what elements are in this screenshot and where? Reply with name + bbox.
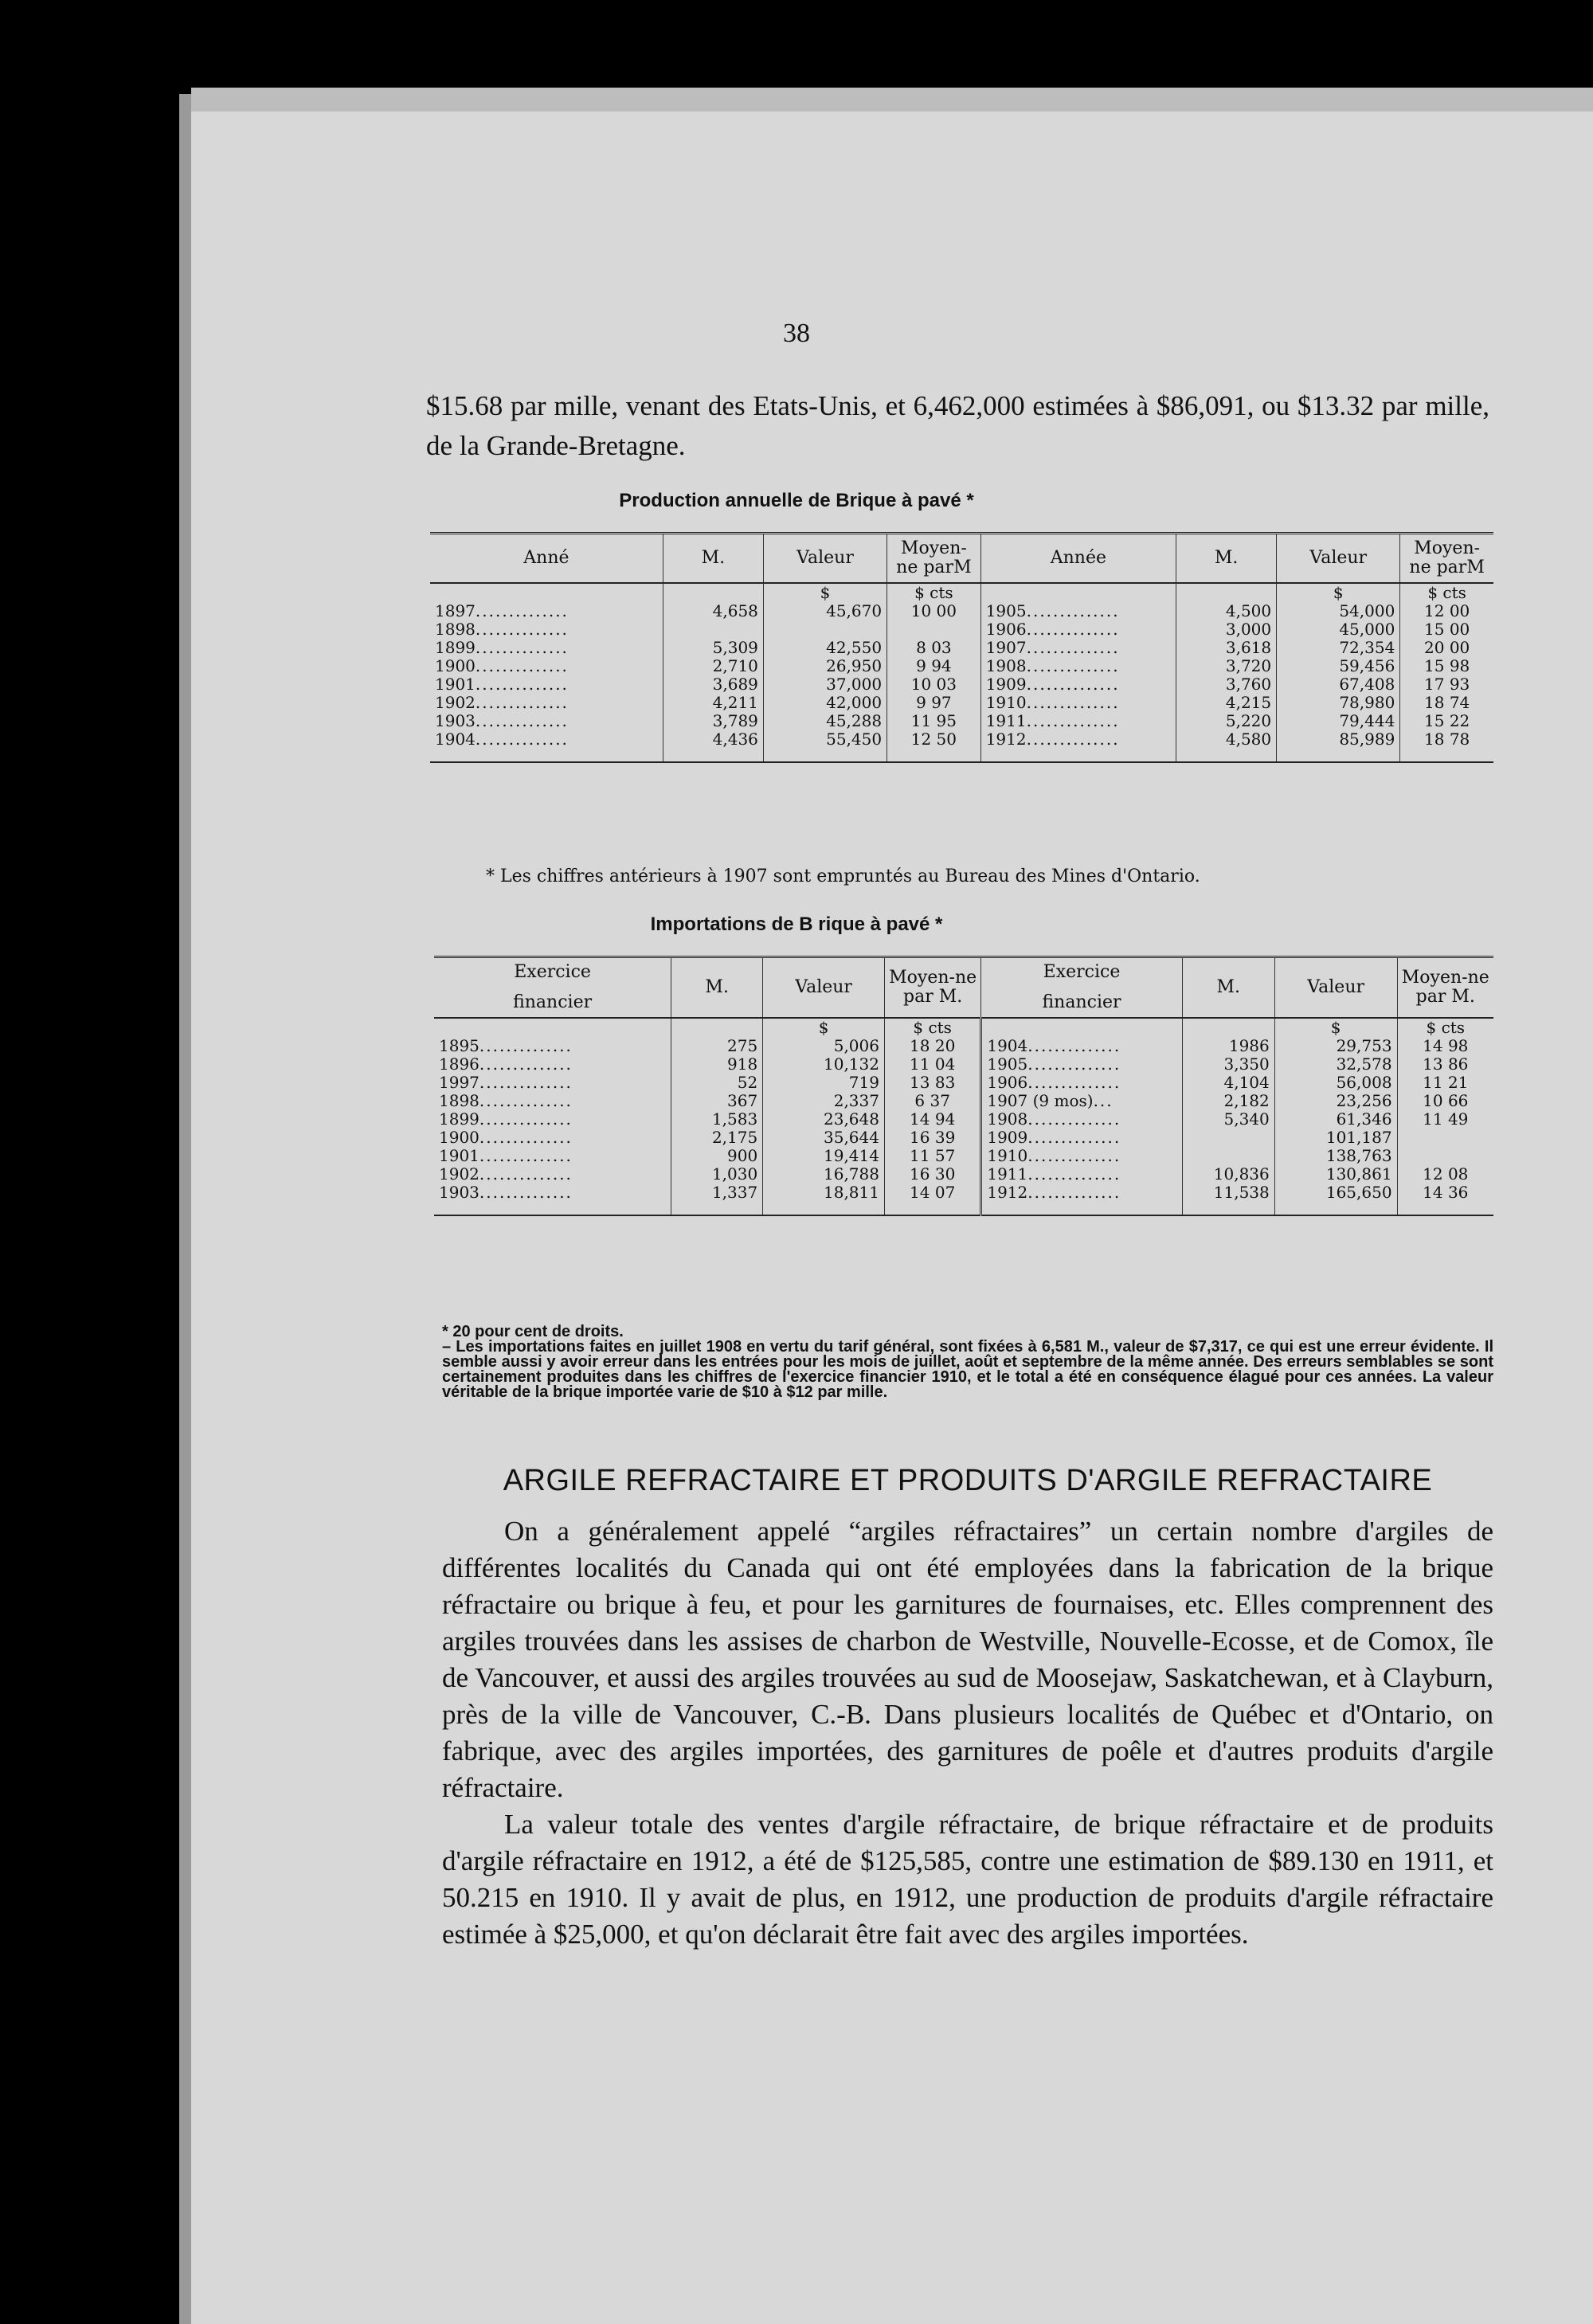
header-exercice-left xyxy=(434,957,671,1019)
moyenne-cell: 13 83 xyxy=(884,1074,980,1092)
year-cell: 1910.............. xyxy=(980,694,1176,712)
moyenne-cell: 11 21 xyxy=(1397,1074,1493,1092)
header-exercice-left-line2: financier xyxy=(513,992,593,1012)
m-cell: 4,104 xyxy=(1182,1074,1274,1092)
unit-dollar: $ xyxy=(1277,583,1400,602)
year-cell: 1907.............. xyxy=(980,639,1176,657)
moyenne-cell: 14 07 xyxy=(884,1184,980,1215)
year-cell: 1903.............. xyxy=(435,712,569,730)
moyenne-cell: 10 03 xyxy=(887,675,981,694)
m-cell: 3,000 xyxy=(1176,620,1277,639)
valeur-cell: 138,763 xyxy=(1274,1147,1397,1165)
dot-leader: .............. xyxy=(479,1055,573,1074)
m-cell: 3,789 xyxy=(663,712,763,730)
dot-leader: .............. xyxy=(479,1092,573,1110)
moyenne-cell: 12 50 xyxy=(887,730,981,762)
moyenne-cell: 20 00 xyxy=(1400,639,1493,657)
dot-leader: .............. xyxy=(475,712,569,730)
valeur-cell: 10,132 xyxy=(763,1055,885,1074)
unit-cts: $ cts xyxy=(887,583,981,602)
m-cell: 2,175 xyxy=(671,1129,763,1147)
table-row xyxy=(434,1110,1493,1129)
units-row xyxy=(434,1018,1493,1037)
year-cell: 1902.............. xyxy=(435,694,569,712)
unit-cts: $ cts xyxy=(884,1018,980,1037)
year-cell: 1912.............. xyxy=(980,730,1176,762)
m-cell: 2,710 xyxy=(663,657,763,675)
header-annee-right: Année xyxy=(980,534,1176,584)
moyenne-cell: 16 39 xyxy=(884,1129,980,1147)
moyenne-cell: 18 74 xyxy=(1400,694,1493,712)
header-annee-left: Anné xyxy=(430,534,663,584)
paragraph-1: On a généralement appelé “argiles réfractaires” un certain nombre d'argiles de différentes localités du Canada qui ont été employées dans la fabrication de la brique réfractaire ou brique à feu, et pour les garnitures de fournaises, etc. Elles comprennent des argiles trouvées dans les assises de charbon de Westville, Nouvelle-Ecosse, et de Comox, île de Vancouver, et aussi des argiles trouvées au sud de Moosejaw, Saskatchewan, et à Clayburn, près de la ville de Vancouver, C.-B. Dans plusieurs localités de Québec et d'Ontario, on fabrique, avec des argiles importées, des garnitures de poêle et d'autres produits d'argile réfractaire. xyxy=(442,1516,1493,1803)
moyenne-cell: 11 57 xyxy=(884,1147,980,1165)
year-cell: 1997.............. xyxy=(439,1074,573,1092)
unit-cts: $ cts xyxy=(1400,583,1493,602)
moyenne-cell: 15 22 xyxy=(1400,712,1493,730)
valeur-cell: 26,950 xyxy=(763,657,887,675)
section-body xyxy=(442,1513,1493,1953)
header-m-left: M. xyxy=(671,957,763,1019)
year-cell: 1903.............. xyxy=(434,1184,671,1215)
dot-leader: .............. xyxy=(1026,620,1120,639)
valeur-cell: 79,444 xyxy=(1277,712,1400,730)
moyenne-cell: 9 97 xyxy=(887,694,981,712)
valeur-cell: 45,288 xyxy=(763,712,887,730)
moyenne-cell: 12 00 xyxy=(1400,602,1493,620)
header-valeur-left: Valeur xyxy=(763,534,887,584)
moyenne-cell: 9 94 xyxy=(887,657,981,675)
table1-title: Production annuelle de Brique à pavé * xyxy=(619,490,974,511)
year-cell: 1908.............. xyxy=(981,1110,1182,1129)
table-row xyxy=(434,1165,1493,1184)
dot-leader: .............. xyxy=(1026,712,1120,730)
m-cell: 4,436 xyxy=(663,730,763,762)
valeur-cell: 35,644 xyxy=(763,1129,885,1147)
production-table xyxy=(430,532,1493,763)
table-row xyxy=(434,1055,1493,1074)
moyenne-cell: 16 30 xyxy=(884,1165,980,1184)
year-cell: 1912.............. xyxy=(981,1184,1182,1215)
m-cell: 3,350 xyxy=(1182,1055,1274,1074)
unit-cts: $ cts xyxy=(1397,1018,1493,1037)
table-row xyxy=(434,1184,1493,1215)
moyenne-cell: 6 37 xyxy=(884,1092,980,1110)
header-moyenne-left: Moyen-ne parM xyxy=(887,534,981,584)
dot-leader: .............. xyxy=(1026,602,1120,620)
m-cell: 4,215 xyxy=(1176,694,1277,712)
valeur-cell: 23,648 xyxy=(763,1110,885,1129)
year-cell: 1909.............. xyxy=(980,675,1176,694)
m-cell: 4,211 xyxy=(663,694,763,712)
year-cell: 1895.............. xyxy=(439,1037,573,1055)
year-cell: 1901.............. xyxy=(435,675,569,694)
valeur-cell: 2,337 xyxy=(763,1092,885,1110)
year-cell: 1901.............. xyxy=(439,1147,573,1165)
header-moyenne-left: Moyen-ne par M. xyxy=(884,957,980,1019)
dot-leader: .............. xyxy=(475,657,569,675)
valeur-cell: 54,000 xyxy=(1277,602,1400,620)
valeur-cell: 56,008 xyxy=(1274,1074,1397,1092)
moyenne-cell: 12 08 xyxy=(1397,1165,1493,1184)
year-cell: 1904.............. xyxy=(981,1037,1182,1055)
dot-leader: .............. xyxy=(1027,1147,1121,1165)
header-moyenne-right: Moyen-ne par M. xyxy=(1397,957,1493,1019)
valeur-cell: 19,414 xyxy=(763,1147,885,1165)
dot-leader: .............. xyxy=(1027,1165,1121,1184)
header-exercice-left-line1: Exercice xyxy=(514,962,591,982)
m-cell: 275 xyxy=(671,1037,763,1055)
m-cell: 3,720 xyxy=(1176,657,1277,675)
m-cell: 918 xyxy=(671,1055,763,1074)
m-cell: 367 xyxy=(671,1092,763,1110)
year-cell: 1899.............. xyxy=(439,1110,573,1129)
m-cell: 1,337 xyxy=(671,1184,763,1215)
year-cell: 1900.............. xyxy=(439,1129,573,1147)
moyenne-cell xyxy=(1397,1147,1493,1165)
valeur-cell xyxy=(763,620,887,639)
moyenne-cell: 18 20 xyxy=(884,1037,980,1055)
dot-leader: ... xyxy=(1093,1092,1114,1110)
intro-paragraph: $15.68 par mille, venant des Etats-Unis, et 6,462,000 estimées à $86,091, ou $13.32 par mille, de la Grande-Bretagne. xyxy=(426,390,1489,461)
moyenne-cell: 11 49 xyxy=(1397,1110,1493,1129)
m-cell xyxy=(1182,1147,1274,1165)
year-cell: 1911.............. xyxy=(980,712,1176,730)
m-cell: 2,182 xyxy=(1182,1092,1274,1110)
year-cell: 1906.............. xyxy=(980,620,1176,639)
moyenne-cell: 18 78 xyxy=(1400,730,1493,762)
m-cell: 52 xyxy=(671,1074,763,1092)
units-row xyxy=(430,583,1493,602)
m-cell: 4,580 xyxy=(1176,730,1277,762)
year-cell: 1902.............. xyxy=(439,1165,573,1184)
m-cell: 3,689 xyxy=(663,675,763,694)
valeur-cell: 85,989 xyxy=(1277,730,1400,762)
m-cell: 5,340 xyxy=(1182,1110,1274,1129)
valeur-cell: 55,450 xyxy=(763,730,887,762)
year-cell: 1898.............. xyxy=(435,620,569,639)
dot-leader: .............. xyxy=(479,1074,573,1092)
moyenne-cell: 13 86 xyxy=(1397,1055,1493,1074)
table-row xyxy=(430,730,1493,762)
header-moyenne-right: Moyen-ne parM xyxy=(1400,534,1493,584)
moyenne-cell: 10 66 xyxy=(1397,1092,1493,1110)
dot-leader: .............. xyxy=(1026,730,1120,749)
moyenne-cell: 14 98 xyxy=(1397,1037,1493,1055)
table1-note: * Les chiffres antérieurs à 1907 sont empruntés au Bureau des Mines d'Ontario. xyxy=(486,867,1200,886)
year-cell: 1904.............. xyxy=(430,730,663,762)
valeur-cell: 45,000 xyxy=(1277,620,1400,639)
table-row xyxy=(430,639,1493,657)
valeur-cell: 42,000 xyxy=(763,694,887,712)
unit-dollar: $ xyxy=(763,583,887,602)
table-row xyxy=(430,675,1493,694)
header-m-left: M. xyxy=(663,534,763,584)
dot-leader: .............. xyxy=(1027,1129,1121,1147)
dot-leader: .............. xyxy=(475,639,569,657)
dot-leader: .............. xyxy=(479,1147,573,1165)
dot-leader: .............. xyxy=(1027,1074,1121,1092)
table-row xyxy=(434,1147,1493,1165)
year-cell: 1896.............. xyxy=(439,1055,573,1074)
dot-leader: .............. xyxy=(1027,1110,1121,1129)
dot-leader: .............. xyxy=(1027,1037,1121,1055)
valeur-cell: 719 xyxy=(763,1074,885,1092)
unit-dollar: $ xyxy=(763,1018,885,1037)
table-row xyxy=(434,1092,1493,1110)
moyenne-cell xyxy=(1397,1129,1493,1147)
valeur-cell: 78,980 xyxy=(1277,694,1400,712)
moyenne-cell: 10 00 xyxy=(887,602,981,620)
dot-leader: .............. xyxy=(1027,1055,1121,1074)
footnote-errors: – Les importations faites en juillet 1908 en vertu du tarif général, sont fixées à 6,581 M., valeur de $7,317, ce qui est une erreur évidente. Il semble aussi y avoir erreur dans les entrées pour les mois de juillet, août et septembre de la même année. Des erreurs semblables se sont certainement produites dans les chiffres de l'exercice financier 1910, et le total a été en conséquence élagué pour ces années. La valeur véritable de la brique importée varie de $10 à $12 par mille. xyxy=(442,1338,1493,1401)
m-cell: 5,220 xyxy=(1176,712,1277,730)
m-cell: 1,030 xyxy=(671,1165,763,1184)
valeur-cell: 5,006 xyxy=(763,1037,885,1055)
dot-leader: .............. xyxy=(479,1129,573,1147)
moyenne-cell: 14 36 xyxy=(1397,1184,1493,1215)
year-cell: 1899.............. xyxy=(435,639,569,657)
dot-leader: .............. xyxy=(479,1184,573,1202)
table-row xyxy=(430,620,1493,639)
unit-dollar: $ xyxy=(1274,1018,1397,1037)
table-row xyxy=(434,1129,1493,1147)
moyenne-cell xyxy=(887,620,981,639)
m-cell: 1,583 xyxy=(671,1110,763,1129)
year-cell: 1911.............. xyxy=(981,1165,1182,1184)
year-cell: 1898.............. xyxy=(439,1092,573,1110)
header-valeur-left: Valeur xyxy=(763,957,885,1019)
m-cell xyxy=(1182,1129,1274,1147)
valeur-cell: 23,256 xyxy=(1274,1092,1397,1110)
section-title: ARGILE REFRACTAIRE ET PRODUITS D'ARGILE REFRACTAIRE xyxy=(503,1464,1433,1497)
header-valeur-right: Valeur xyxy=(1274,957,1397,1019)
year-cell: 1897.............. xyxy=(435,602,569,620)
dot-leader: .............. xyxy=(479,1165,573,1184)
dot-leader: .............. xyxy=(1026,657,1120,675)
valeur-cell: 72,354 xyxy=(1277,639,1400,657)
table2-title: Importations de B rique à pavé * xyxy=(650,914,943,935)
valeur-cell: 42,550 xyxy=(763,639,887,657)
dot-leader: .............. xyxy=(475,675,569,694)
year-cell: 1910.............. xyxy=(981,1147,1182,1165)
m-cell: 3,618 xyxy=(1176,639,1277,657)
dot-leader: .............. xyxy=(1027,1184,1121,1202)
moyenne-cell: 15 98 xyxy=(1400,657,1493,675)
header-exercice-right-line1: Exercice xyxy=(1043,962,1121,982)
imports-table xyxy=(434,956,1493,1216)
m-cell: 900 xyxy=(671,1147,763,1165)
m-cell: 4,500 xyxy=(1176,602,1277,620)
dot-leader: .............. xyxy=(479,1037,573,1055)
year-cell: 1907 (9 mos)... xyxy=(981,1092,1182,1110)
m-cell: 4,658 xyxy=(663,602,763,620)
table-row xyxy=(430,602,1493,620)
header-m-right: M. xyxy=(1176,534,1277,584)
m-cell: 1986 xyxy=(1182,1037,1274,1055)
valeur-cell: 45,670 xyxy=(763,602,887,620)
dot-leader: .............. xyxy=(475,602,569,620)
header-exercice-right-line2: financier xyxy=(1042,992,1121,1012)
year-cell: 1909.............. xyxy=(981,1129,1182,1147)
valeur-cell: 18,811 xyxy=(763,1184,885,1215)
m-cell: 3,760 xyxy=(1176,675,1277,694)
year-cell: 1900.............. xyxy=(435,657,569,675)
year-cell: 1908.............. xyxy=(980,657,1176,675)
dot-leader: .............. xyxy=(1026,639,1120,657)
m-cell: 11,538 xyxy=(1182,1184,1274,1215)
moyenne-cell: 8 03 xyxy=(887,639,981,657)
valeur-cell: 29,753 xyxy=(1274,1037,1397,1055)
page-number: 38 xyxy=(783,319,810,348)
moyenne-cell: 17 93 xyxy=(1400,675,1493,694)
moyenne-cell: 15 00 xyxy=(1400,620,1493,639)
year-cell: 1905.............. xyxy=(981,1055,1182,1074)
dot-leader: .............. xyxy=(475,620,569,639)
table-row xyxy=(434,1037,1493,1055)
table-row xyxy=(434,1074,1493,1092)
m-cell xyxy=(663,620,763,639)
table-row xyxy=(430,712,1493,730)
year-cell: 1906.............. xyxy=(981,1074,1182,1092)
dot-leader: .............. xyxy=(1026,675,1120,694)
year-cell: 1905.............. xyxy=(980,602,1176,620)
moyenne-cell: 11 04 xyxy=(884,1055,980,1074)
dot-leader: .............. xyxy=(475,694,569,712)
m-cell: 10,836 xyxy=(1182,1165,1274,1184)
header-m-right: M. xyxy=(1182,957,1274,1019)
table2-footnotes xyxy=(442,1324,1493,1400)
moyenne-cell: 11 95 xyxy=(887,712,981,730)
valeur-cell: 59,456 xyxy=(1277,657,1400,675)
valeur-cell: 16,788 xyxy=(763,1165,885,1184)
m-cell: 5,309 xyxy=(663,639,763,657)
moyenne-cell: 14 94 xyxy=(884,1110,980,1129)
header-exercice-right xyxy=(981,957,1182,1019)
valeur-cell: 165,650 xyxy=(1274,1184,1397,1215)
dot-leader: .............. xyxy=(479,1110,573,1129)
valeur-cell: 37,000 xyxy=(763,675,887,694)
paragraph-2: La valeur totale des ventes d'argile réfractaire, de brique réfractaire et de produits d'argile réfractaire en 1912, a été de $125,585, contre une estimation de $89.130 en 1911, et 50.215 en 1910. Il y avait de plus, en 1912, une production de produits d'argile réfractaire estimée à $25,000, et qu'on déclarait être fait avec des argiles importées. xyxy=(442,1809,1493,1950)
dot-leader: .............. xyxy=(475,730,569,749)
table-row xyxy=(430,694,1493,712)
footnote-duty: * 20 pour cent de droits. xyxy=(442,1323,624,1340)
header-valeur-right: Valeur xyxy=(1277,534,1400,584)
page-top-margin xyxy=(191,88,1593,112)
valeur-cell: 32,578 xyxy=(1274,1055,1397,1074)
valeur-cell: 101,187 xyxy=(1274,1129,1397,1147)
valeur-cell: 67,408 xyxy=(1277,675,1400,694)
dot-leader: .............. xyxy=(1026,694,1120,712)
valeur-cell: 130,861 xyxy=(1274,1165,1397,1184)
intro-text xyxy=(426,386,1489,466)
valeur-cell: 61,346 xyxy=(1274,1110,1397,1129)
table-row xyxy=(430,657,1493,675)
